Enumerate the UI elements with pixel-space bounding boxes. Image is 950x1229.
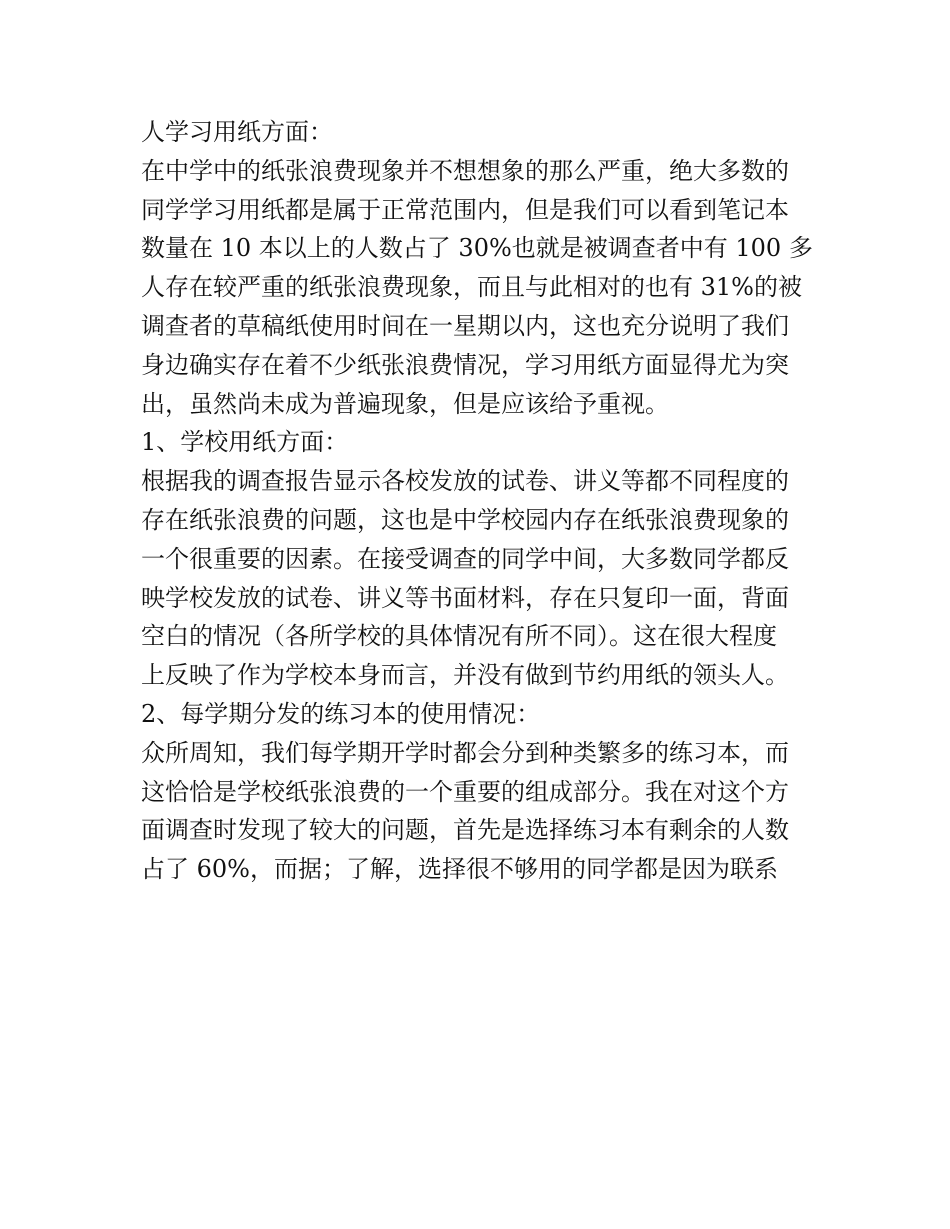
paragraph-line: 存在纸张浪费的问题，这也是中学校园内存在纸张浪费现象的 bbox=[141, 505, 789, 534]
paragraph-line: 人存在较严重的纸张浪费现象，而且与此相对的也有 31%的被 bbox=[141, 273, 802, 302]
paragraph-line: 根据我的调查报告显示各校发放的试卷、讲义等都不同程度的 bbox=[141, 467, 789, 496]
body-text bbox=[141, 113, 821, 889]
heading-exercise-book-use: 2、每学期分发的练习本的使用情况： bbox=[141, 699, 541, 728]
heading-student-paper-use: 人学习用纸方面： bbox=[141, 118, 333, 146]
paragraph-line: 空白的情况（各所学校的具体情况有所不同）。这在很大程度 bbox=[141, 622, 777, 651]
paragraph-line: 数量在 10 本以上的人数占了 30%也就是被调查者中有 100 多 bbox=[141, 234, 813, 263]
paragraph-line: 在中学中的纸张浪费现象并不想想象的那么严重，绝大多数的 bbox=[141, 156, 789, 185]
paragraph-line: 这恰恰是学校纸张浪费的一个重要的组成部分。我在对这个方 bbox=[141, 777, 789, 806]
paragraph-line: 调查者的草稿纸使用时间在一星期以内，这也充分说明了我们 bbox=[141, 311, 789, 340]
paragraph-line: 面调查时发现了较大的问题，首先是选择练习本有剩余的人数 bbox=[141, 816, 789, 845]
heading-school-paper-use: 1、学校用纸方面： bbox=[141, 428, 349, 457]
paragraph-line: 一个很重要的因素。在接受调查的同学中间，大多数同学都反 bbox=[141, 544, 789, 573]
paragraph-line: 占了 60%，而据；了解，选择很不够用的同学都是因为联系 bbox=[141, 855, 778, 884]
paragraph-line: 众所周知，我们每学期开学时都会分到种类繁多的练习本，而 bbox=[141, 738, 789, 767]
paragraph-line: 同学学习用纸都是属于正常范围内，但是我们可以看到笔记本 bbox=[141, 195, 789, 224]
paragraph-line: 出，虽然尚未成为普遍现象，但是应该给予重视。 bbox=[141, 389, 669, 418]
paragraph-line: 上反映了作为学校本身而言，并没有做到节约用纸的领头人。 bbox=[141, 661, 789, 690]
paragraph-line: 映学校发放的试卷、讲义等书面材料，存在只复印一面，背面 bbox=[141, 583, 789, 612]
paragraph-line: 身边确实存在着不少纸张浪费情况，学习用纸方面显得尤为突 bbox=[141, 350, 789, 379]
